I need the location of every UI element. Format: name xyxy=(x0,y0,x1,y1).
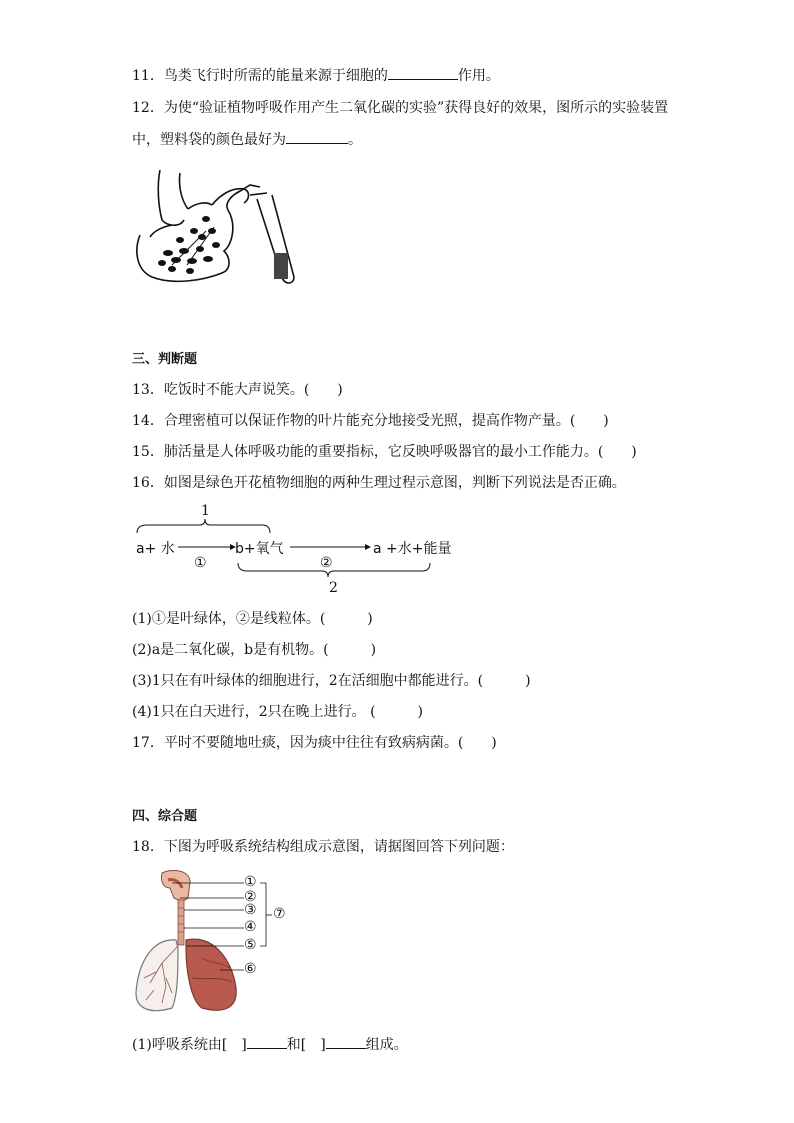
answer-blank[interactable] xyxy=(388,65,458,80)
answer-blank[interactable] xyxy=(326,1034,366,1049)
question-18-1: (1)呼吸系统由[ ] 和[ ] 组成。 xyxy=(132,1034,408,1055)
question-16-3: (3)1只在有叶绿体的细胞进行，2在活细胞中都能进行。( ) xyxy=(132,673,531,689)
plant-bag-experiment-figure xyxy=(132,165,312,290)
section-heading-judgement: 三、判断题 xyxy=(132,352,198,367)
process-2-number: 2 xyxy=(329,580,338,596)
label-4: ④ xyxy=(244,919,257,935)
label-2: ② xyxy=(244,889,257,905)
question-14: 14．合理密植可以保证作物的叶片能充分地接受光照，提高作物产量。( ) xyxy=(132,413,609,429)
question-11: 11．鸟类飞行时所需的能量来源于细胞的 作用。 xyxy=(132,65,500,86)
process-diagram xyxy=(132,503,452,598)
question-17: 17．平时不要随地吐痰，因为痰中往往有致病病菌。( ) xyxy=(132,735,497,751)
answer-blank[interactable] xyxy=(247,1034,287,1049)
question-12-line2: 中，塑料袋的颜色最好为 。 xyxy=(132,129,362,150)
question-15: 15．肺活量是人体呼吸功能的重要指标，它反映呼吸器官的最小工作能力。( ) xyxy=(132,444,637,460)
process-1-number: 1 xyxy=(201,503,210,519)
circle-2-label: ② xyxy=(320,555,333,571)
question-16-1: (1)①是叶绿体，②是线粒体。( ) xyxy=(132,611,373,627)
reactant-label: a+ 水 xyxy=(136,541,175,557)
question-18: 18．下图为呼吸系统结构组成示意图，请据图回答下列问题： xyxy=(132,839,514,855)
label-6: ⑥ xyxy=(244,961,257,977)
label-5: ⑤ xyxy=(244,937,257,953)
question-16-4: (4)1只在白天进行，2只在晚上进行。 ( ) xyxy=(132,704,424,720)
question-13: 13．吃饭时不能大声说笑。( ) xyxy=(132,382,343,398)
circle-1-label: ① xyxy=(194,555,207,571)
question-12-line1: 12．为使“验证植物呼吸作用产生二氧化碳的实验”获得良好的效果，图所示的实验装置 xyxy=(132,100,669,116)
respiratory-drawing xyxy=(132,868,302,1018)
answer-blank[interactable] xyxy=(286,129,348,144)
label-3: ③ xyxy=(244,902,257,918)
question-16-2: (2)a是二氧化碳，b是有机物。( ) xyxy=(132,642,377,658)
respiratory-system-figure xyxy=(132,868,302,1018)
section-heading-comprehensive: 四、综合题 xyxy=(132,809,198,824)
question-16: 16．如图是绿色开花植物细胞的两种生理过程示意图，判断下列说法是否正确。 xyxy=(132,475,626,491)
label-1: ① xyxy=(244,874,257,890)
intermediate-label: b+氧气 xyxy=(235,541,284,557)
product-label: a +水+能量 xyxy=(373,541,452,557)
label-7: ⑦ xyxy=(273,906,286,922)
